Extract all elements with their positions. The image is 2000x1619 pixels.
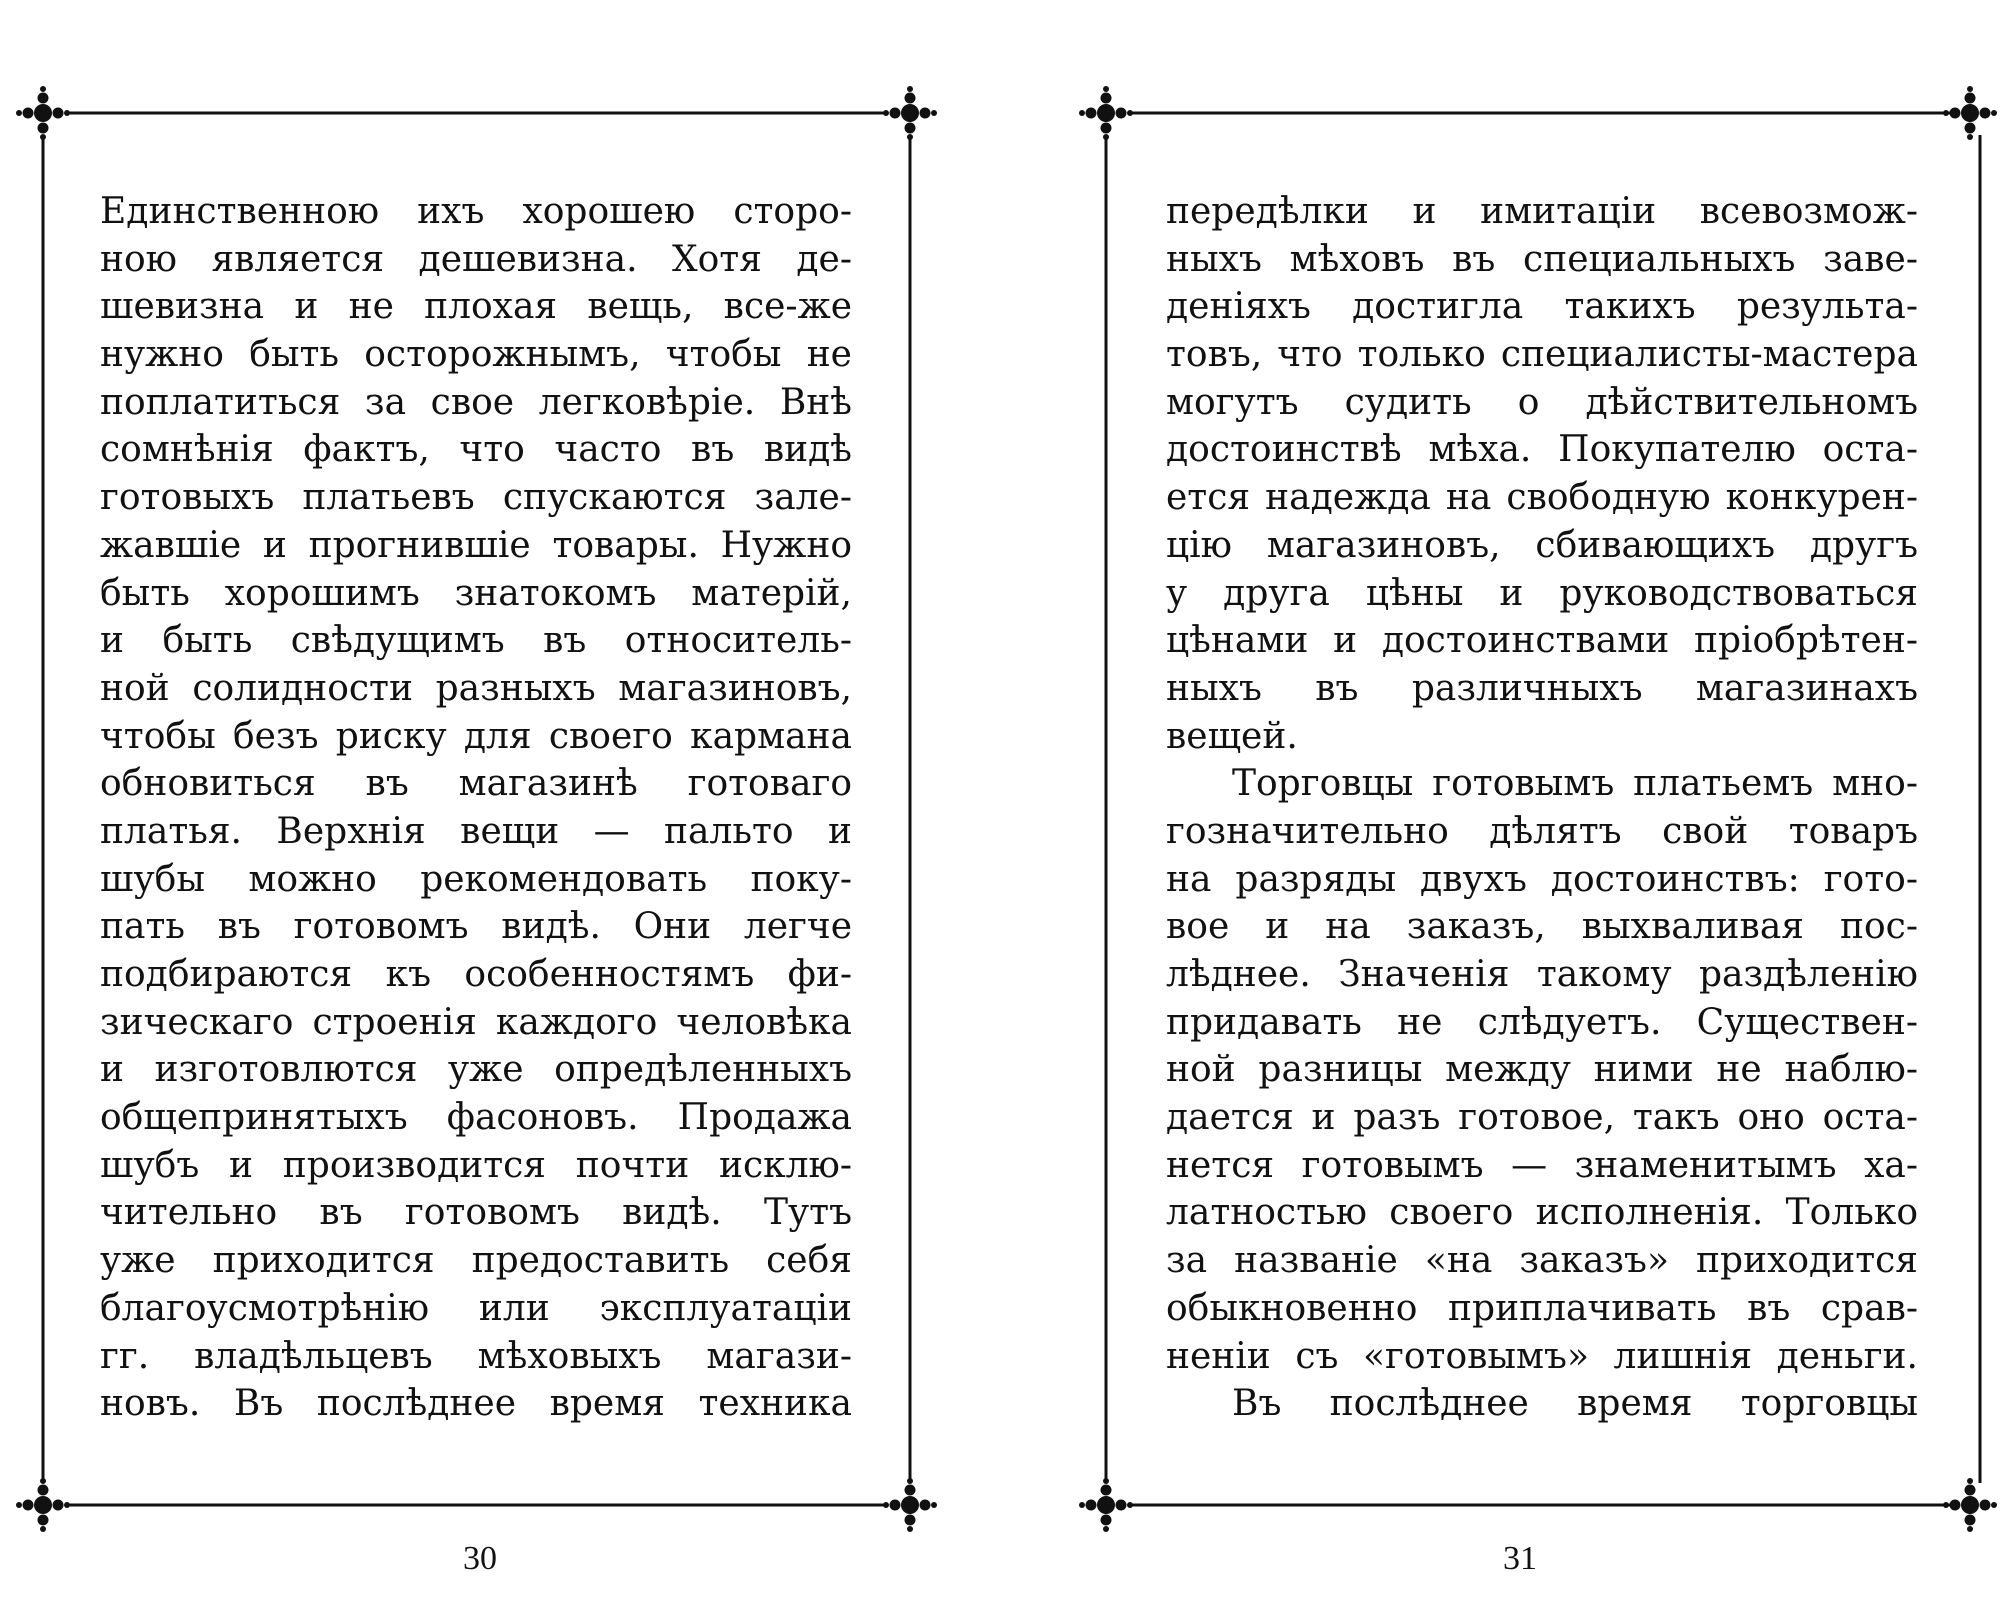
text-line: и изготовлются уже опредѣленныхъ — [100, 1049, 852, 1091]
text-line: готовыхъ платьевъ спускаются зале- — [100, 477, 852, 519]
text-line: обыкновенно приплачивать въ срав- — [1166, 1287, 1918, 1329]
page-number: 30 — [463, 1540, 497, 1577]
text-line: вое и на заказъ, выхваливая пос- — [1166, 906, 1918, 948]
text-line: уже приходится предоставить себя — [100, 1240, 852, 1282]
corner-ornament-icon — [1079, 1478, 1133, 1532]
text-line: платья. Верхнія вещи — пальто и — [100, 810, 852, 852]
text-line: ется надежда на свободную конкурен- — [1166, 477, 1918, 519]
text-line: гг. владѣльцевъ мѣховыхъ магази- — [100, 1335, 852, 1377]
text-line: и быть свѣдущимъ въ относитель- — [100, 620, 852, 662]
text-line: жавшіе и прогнившіе товары. Нужно — [100, 524, 852, 566]
corner-ornament-icon — [16, 86, 70, 140]
text-line: деніяхъ достигла такихъ результа- — [1166, 286, 1918, 328]
text-line: быть хорошимъ знатокомъ матерій, — [100, 572, 852, 614]
text-line: ныхъ въ различныхъ магазинахъ — [1166, 667, 1918, 709]
text-line: цѣнами и достоинствами пріобрѣтен- — [1166, 620, 1918, 662]
text-line: зическаго строенія каждого человѣка — [100, 1001, 852, 1043]
text-line: гозначительно дѣлятъ свой товаръ — [1166, 810, 1918, 852]
text-line: подбираются къ особенностямъ фи- — [100, 954, 852, 995]
text-line: нется готовымъ — знаменитымъ ха- — [1166, 1144, 1918, 1186]
text-line: шевизна и не плохая вещь, все-же — [100, 286, 852, 328]
text-line: товъ, что только специалисты-мастера — [1166, 334, 1918, 376]
text-line: за названіе «на заказъ» приходится — [1166, 1240, 1918, 1282]
text-line: ныхъ мѣховъ въ специальныхъ заве- — [1166, 238, 1918, 280]
text-line: ной разницы между ними не наблю- — [1166, 1049, 1918, 1091]
text-line: поплатиться за свое легковѣріе. Внѣ — [100, 381, 852, 423]
text-line: Въ послѣднее время торговцы — [1232, 1383, 1918, 1425]
text-line: на разряды двухъ достоинствъ: гото- — [1166, 858, 1918, 900]
text-line: вещей. — [1166, 715, 1298, 757]
text-line: общепринятыхъ фасоновъ. Продажа — [100, 1097, 852, 1139]
text-line: Единственною ихъ хорошею сторо- — [100, 191, 852, 232]
corner-ornament-icon — [16, 1478, 70, 1532]
text-line: дается и разъ готовое, такъ оно оста- — [1166, 1097, 1918, 1139]
text-line: ной солидности разныхъ магазиновъ, — [100, 667, 852, 709]
text-line: шубъ и производится почти исклю- — [100, 1144, 852, 1186]
text-line: пать въ готовомъ видѣ. Они легче — [100, 906, 852, 948]
text-line: шубы можно рекомендовать поку- — [100, 858, 852, 900]
text-line: передѣлки и имитаціи всевозмож- — [1166, 191, 1918, 232]
corner-ornament-icon — [883, 86, 937, 140]
text-line: благоусмотрѣнію или эксплуатаціи — [100, 1287, 852, 1329]
text-line: Торговцы готовымъ платьемъ мно- — [1232, 763, 1918, 805]
text-line: сомнѣнія фактъ, что часто въ видѣ — [100, 429, 852, 471]
text-line: достоинствѣ мѣха. Покупателю оста- — [1166, 429, 1918, 471]
text-line: могутъ судить о дѣйствительномъ — [1166, 381, 1918, 423]
corner-ornament-icon — [883, 1478, 937, 1532]
text-line: нужно быть осторожнымъ, чтобы не — [100, 334, 852, 376]
page-number: 31 — [1503, 1540, 1537, 1577]
text-line: обновиться въ магазинѣ готоваго — [100, 763, 852, 805]
text-line: цію магазиновъ, сбивающихъ другъ — [1166, 524, 1918, 566]
corner-ornament-icon — [1079, 86, 1133, 140]
text-line: у друга цѣны и руководствоваться — [1166, 572, 1918, 614]
text-line: придавать не слѣдуетъ. Существен- — [1166, 1001, 1918, 1043]
text-line: чительно въ готовомъ видѣ. Тутъ — [100, 1192, 852, 1234]
text-line: латностью своего исполненія. Только — [1166, 1192, 1918, 1234]
text-line: чтобы безъ риску для своего кармана — [100, 715, 852, 757]
text-line: неніи съ «готовымъ» лишнія деньги. — [1166, 1335, 1918, 1377]
text-line: ною является дешевизна. Хотя де- — [100, 238, 852, 280]
corner-ornament-icon — [1943, 86, 1997, 140]
body-text — [1166, 188, 1918, 1428]
corner-ornament-icon — [1943, 1478, 1997, 1532]
text-line: новъ. Въ послѣднее время техника — [100, 1383, 852, 1425]
right-page — [1000, 0, 2000, 1619]
body-text — [100, 188, 852, 1428]
text-line: лѣднее. Значенія такому раздѣленію — [1166, 954, 1918, 995]
